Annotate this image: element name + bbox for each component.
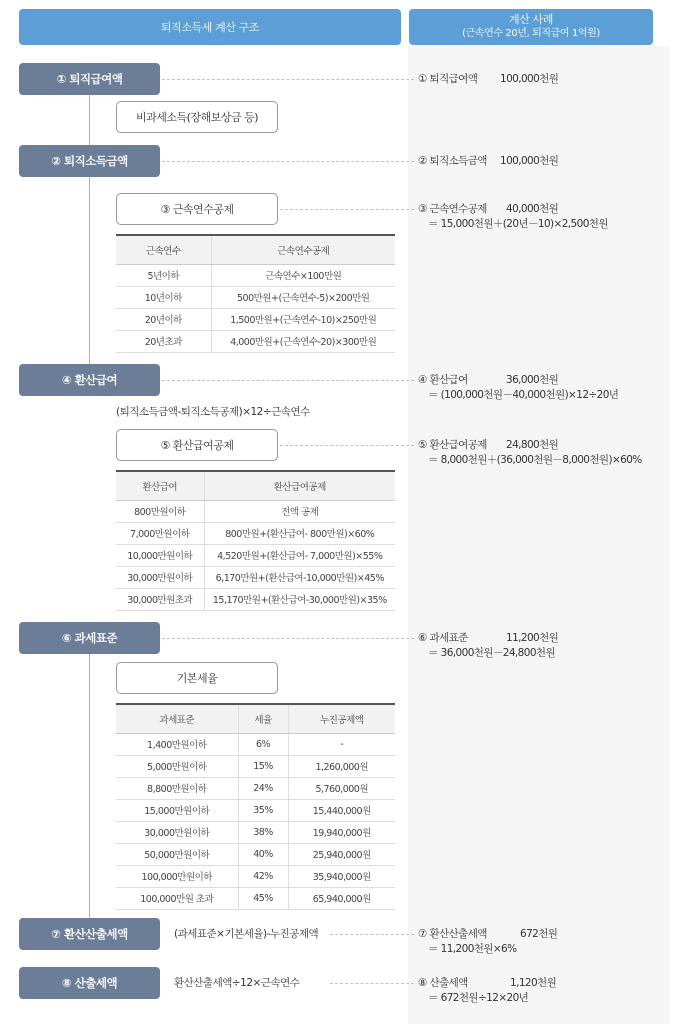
example-service-deduction: ③ 근속연수공제 40,000천원 ＝ 15,000천원＋(20년－10)×2,500천원 (418, 203, 608, 230)
example-formula: ＝ 11,200천원×6% (428, 943, 517, 955)
table-row: 8,800만원이하 24% 5,760,000원 (116, 777, 395, 799)
box-basic-tax-rate: 기본세율 (116, 662, 278, 694)
table-row: 100,000만원이하 42% 35,940,000원 (116, 865, 395, 887)
step-converted-calc-tax: ⑦ 환산산출세액 (19, 918, 160, 950)
box-service-deduction: ③ 근속연수공제 (116, 193, 278, 225)
box-converted-deduction: ⑤ 환산급여공제 (116, 429, 278, 461)
example-retirement-income: ② 퇴직소득금액 100,000천원 (418, 155, 559, 167)
connector-line (89, 653, 90, 918)
table-service-deduction (116, 234, 395, 353)
table-header-cell: 근속연수 (116, 235, 211, 264)
table-row: 20년이하 1,500만원+(근속연수-10)×250만원 (116, 308, 395, 330)
dashed-leader (330, 934, 414, 935)
table-row: 10년이하 500만원+(근속연수-5)×200만원 (116, 286, 395, 308)
step-retirement-income: ② 퇴직소득금액 (19, 145, 160, 177)
example-calculated-tax: ⑧ 산출세액 1,120천원 ＝ 672천원÷12×20년 (418, 977, 557, 1004)
example-converted-deduction: ⑤ 환산급여공제 24,800천원 ＝ 8,000천원＋(36,000천원－8,000천원)×60% (418, 439, 642, 466)
table-basic-tax-rate (116, 703, 395, 910)
example-column-background (408, 46, 670, 1024)
note-calc-tax-formula: (과세표준×기본세율)-누진공제액 (174, 928, 319, 940)
table-row: 30,000만원초과 15,170만원+(환산급여-30,000만원)×35% (116, 588, 395, 610)
step-calculated-tax: ⑧ 산출세액 (19, 967, 160, 999)
step-tax-base: ⑥ 과세표준 (19, 622, 160, 654)
example-converted-calc-tax: ⑦ 환산산출세액 672천원 ＝ 11,200천원×6% (418, 928, 558, 955)
table-row: 15,000만원이하 35% 15,440,000원 (116, 799, 395, 821)
note-final-tax-formula: 환산산출세액÷12×근속연수 (174, 977, 300, 989)
table-row: 20년초과 4,000만원+(근속연수-20)×300만원 (116, 330, 395, 352)
table-row: 5년이하 근속연수×100만원 (116, 264, 395, 286)
example-formula: ＝ 8,000천원＋(36,000천원－8,000천원)×60% (428, 454, 642, 466)
example-header-subtitle: (근속연수 20년, 퇴직급여 1억원) (462, 28, 600, 39)
structure-header (19, 9, 401, 45)
note-converted-formula: (퇴직소득금액-퇴직소득공제)×12÷근속연수 (116, 406, 310, 418)
example-header (409, 9, 653, 45)
table-header-cell: 근속연수공제 (211, 235, 395, 264)
connector-line (89, 95, 90, 145)
dashed-leader (280, 209, 414, 210)
table-row: 100,000만원 초과 45% 65,940,000원 (116, 887, 395, 909)
example-retirement-pay: ① 퇴직급여액 100,000천원 (418, 73, 559, 85)
step-converted-pay: ④ 환산급여 (19, 364, 160, 396)
example-tax-base: ⑥ 과세표준 11,200천원 ＝ 36,000천원－24,800천원 (418, 632, 559, 659)
table-row: 30,000만원이하 6,170만원+(환산급여-10,000만원)×45% (116, 566, 395, 588)
table-row: 5,000만원이하 15% 1,260,000원 (116, 755, 395, 777)
step-retirement-pay: ① 퇴직급여액 (19, 63, 160, 95)
table-row: 10,000만원이하 4,520만원+(환산급여- 7,000만원)×55% (116, 544, 395, 566)
example-header-title: 계산 사례 (508, 13, 553, 26)
table-header-cell: 환산급여공제 (204, 471, 395, 500)
table-converted-deduction (116, 470, 395, 611)
table-header-cell: 환산급여 (116, 471, 204, 500)
table-header-cell: 세율 (238, 704, 288, 733)
dashed-leader (162, 79, 414, 80)
dashed-leader (162, 638, 414, 639)
example-formula: ＝ 15,000천원＋(20년－10)×2,500천원 (428, 218, 608, 230)
connector-line (89, 177, 90, 365)
example-formula: ＝ (100,000천원－40,000천원)×12÷20년 (428, 389, 619, 401)
example-converted-pay: ④ 환산급여 36,000천원 ＝ (100,000천원－40,000천원)×12÷20년 (418, 374, 619, 401)
dashed-leader (162, 380, 414, 381)
table-header-cell: 누진공제액 (288, 704, 395, 733)
table-row: 50,000만원이하 40% 25,940,000원 (116, 843, 395, 865)
example-formula: ＝ 672천원÷12×20년 (428, 992, 529, 1004)
table-row: 1,400만원이하 6% - (116, 733, 395, 755)
dashed-leader (162, 161, 414, 162)
structure-header-title: 퇴직소득세 계산 구조 (160, 21, 260, 34)
dashed-leader (280, 445, 414, 446)
table-row: 7,000만원이하 800만원+(환산급여- 800만원)×60% (116, 522, 395, 544)
table-header-cell: 과세표준 (116, 704, 238, 733)
table-row: 800만원이하 전액 공제 (116, 500, 395, 522)
dashed-leader (330, 983, 414, 984)
table-row: 30,000만원이하 38% 19,940,000원 (116, 821, 395, 843)
box-nontaxable-income: 비과세소득(장해보상금 등) (116, 101, 278, 133)
example-formula: ＝ 36,000천원－24,800천원 (428, 647, 555, 659)
